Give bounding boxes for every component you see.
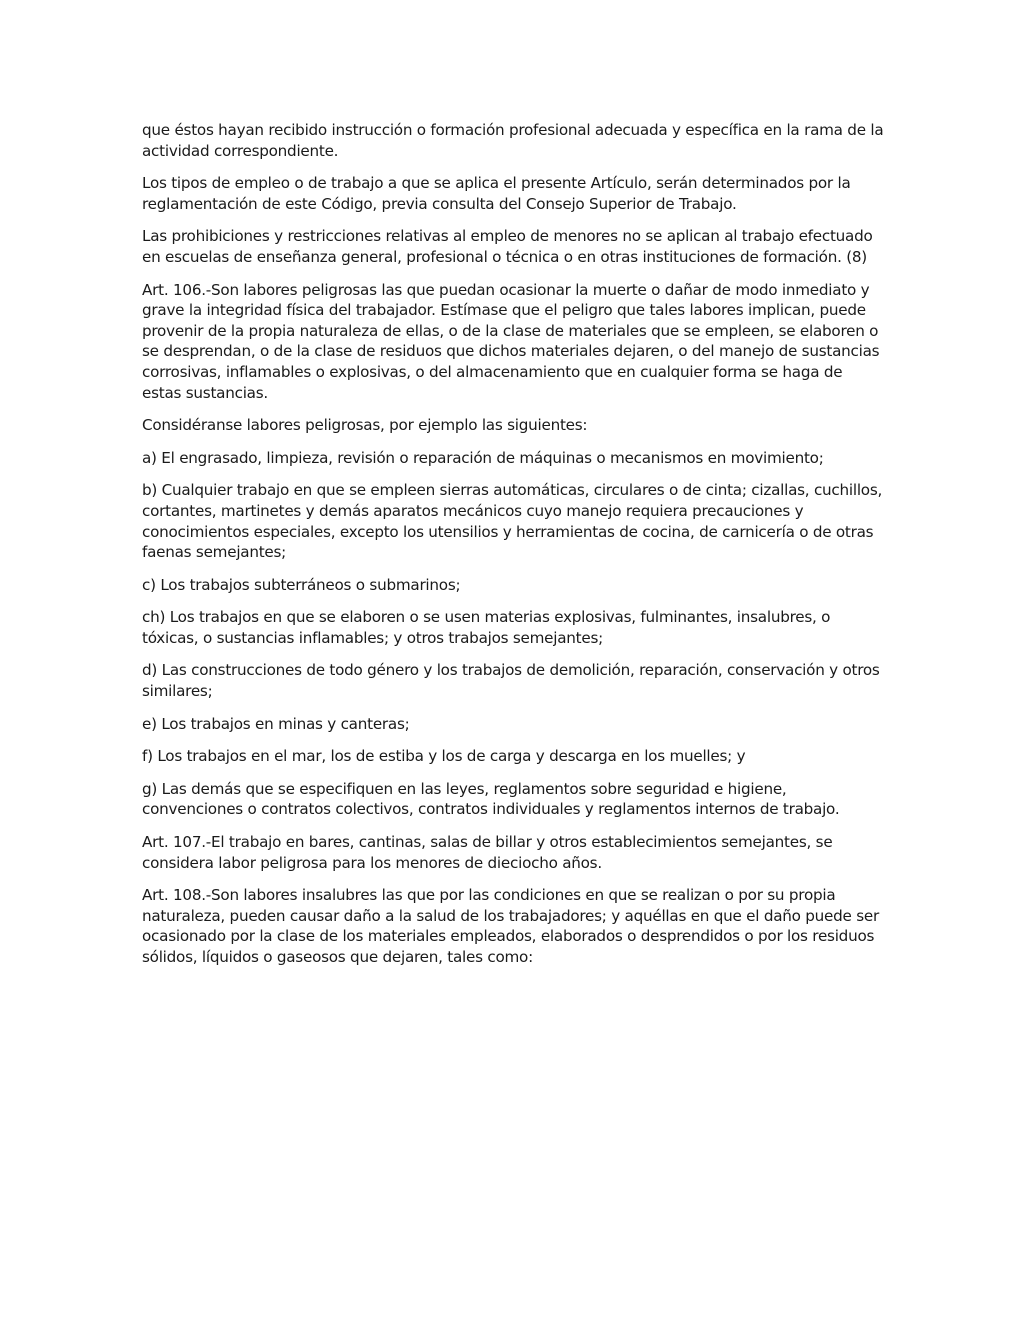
paragraph-restrictions: Las prohibiciones y restricciones relativas al empleo de menores no se aplican al trabajo efectuado en escuelas de enseñanza general, profesional o técnica o en otras instituciones de formación. (8) xyxy=(142,227,873,266)
list-item-c: c) Los trabajos subterráneos o submarinos; xyxy=(142,575,461,594)
list-item-ch: ch) Los trabajos en que se elaboren o se usen materias explosivas, fulminantes, insalubres, o tóxicas, o sustancias inflamables; y otros trabajos semejantes; xyxy=(142,608,831,647)
list-item-b: b) Cualquier trabajo en que se empleen sierras automáticas, circulares o de cinta; cizallas, cuchillos, cortantes, martinetes y demás aparatos mecánicos cuyo manejo requiera precauciones y conocimientos especiales, excepto los utensilios y herramientas de cocina, de carnicería o de otras faenas semejantes; xyxy=(142,481,883,562)
list-item-g: g) Las demás que se especifiquen en las leyes, reglamentos sobre seguridad e higiene, convenciones o contratos colectivos, contratos individuales y reglamentos internos de trabajo. xyxy=(142,779,840,819)
paragraph-art-107: Art. 107.-El trabajo en bares, cantinas, salas de billar y otros establecimientos semejantes, se considera labor peligrosa para los menores de dieciocho años. xyxy=(142,833,833,872)
document-page xyxy=(142,120,886,980)
list-item-e: e) Los trabajos en minas y canteras; xyxy=(142,714,410,733)
paragraph-continuation: que éstos hayan recibido instrucción o formación profesional adecuada y específica en la rama de la actividad correspondiente. xyxy=(142,121,884,160)
paragraph-art-106: Art. 106.-Son labores peligrosas las que puedan ocasionar la muerte o dañar de modo inmediato y grave la integridad física del trabajador. Estímase que el peligro que tales labores implican, puede provenir de la propia naturaleza de ellas, o de la clase de materiales que se empleen, se elaboren o se desprendan, o de la clase de residuos que dichos materiales dejaren, o del manejo de sustancias corrosivas, inflamables o explosivas, o del almacenamiento que en cualquier forma se haga de estas sustancias. xyxy=(142,280,880,402)
list-item-d: d) Las construcciones de todo género y los trabajos de demolición, reparación, conservación y otros similares; xyxy=(142,661,880,701)
paragraph-art-108: Art. 108.-Son labores insalubres las que por las condiciones en que se realizan o por su propia naturaleza, pueden causar daño a la salud de los trabajadores; y aquéllas en que el daño puede ser ocasionado por la clase de los materiales empleados, elaborados o desprendidos o por los residuos sólidos, líquidos o gaseosos que dejaren, tales como: xyxy=(142,886,879,966)
list-item-a: a) El engrasado, limpieza, revisión o reparación de máquinas o mecanismos en movimiento; xyxy=(142,448,824,467)
paragraph-dangerous-list-intro: Considéranse labores peligrosas, por ejemplo las siguientes: xyxy=(142,416,588,435)
list-item-f: f) Los trabajos en el mar, los de estiba y los de carga y descarga en los muelles; y xyxy=(142,747,746,766)
paragraph-employment-types: Los tipos de empleo o de trabajo a que se aplica el presente Artículo, serán determinados por la reglamentación de este Código, previa consulta del Consejo Superior de Trabajo. xyxy=(142,174,851,213)
